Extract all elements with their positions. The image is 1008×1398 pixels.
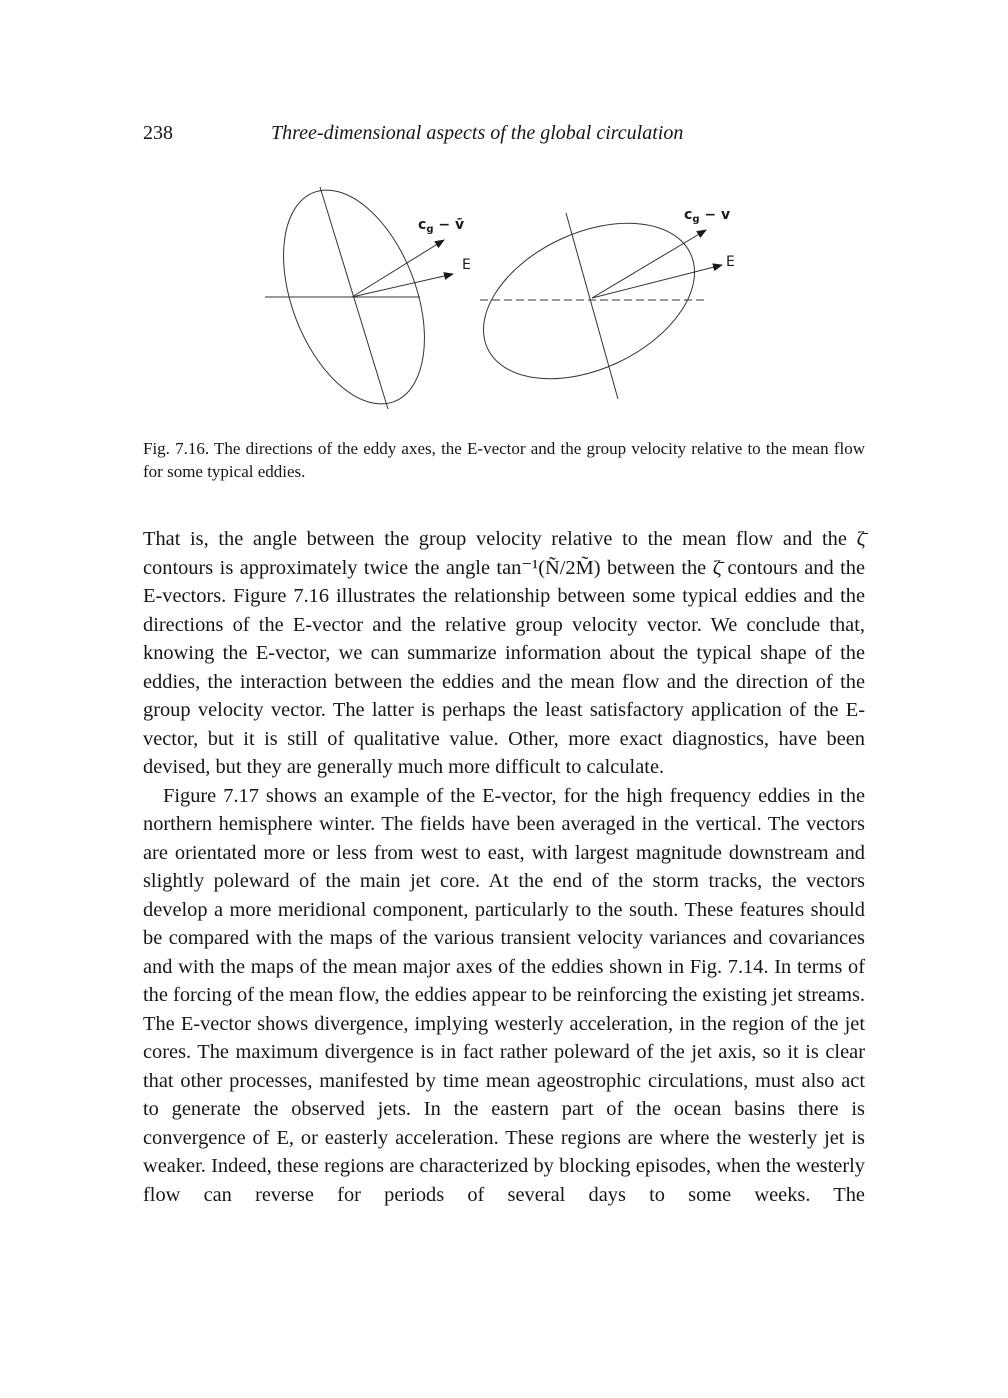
eddy-axes-diagram xyxy=(250,185,735,420)
body-text xyxy=(143,525,865,1209)
left-e-vector-arrow xyxy=(352,274,453,297)
left-e-label: E xyxy=(462,257,471,273)
figure-7-16 xyxy=(250,185,735,420)
paragraph: That is, the angle between the group velocity relative to the mean flow and the ζ̄ contours is approximately twice the angle tan⁻¹(Ñ/2M̃) between the ζ̄ contours and the E-vectors. Figure 7.16 illustrates the relationship between some typical eddies and the directions of the E-vector and the relative group velocity vector. We conclude that, knowing the E-vector, we can summarize information about the typical shape of the eddies, the interaction between the eddies and the mean flow and the direction of the group velocity vector. The latter is perhaps the least satisfactory application of the E-vector, but it is still of qualitative value. Other, more exact diagnostics, have been devised, but they are generally much more difficult to calculate. xyxy=(143,528,865,778)
left-group-velocity-arrow xyxy=(352,240,444,297)
left-eddy-panel xyxy=(256,170,471,424)
page-header xyxy=(143,122,865,152)
right-group-velocity-arrow xyxy=(592,230,706,298)
page-number: 238 xyxy=(143,122,173,144)
right-eddy-major-axis xyxy=(566,213,618,399)
right-eddy-ellipse xyxy=(459,192,719,410)
left-group-velocity-label: $c_g$ − v̄ xyxy=(418,217,465,235)
right-e-label: E xyxy=(726,254,735,270)
figure-caption: Fig. 7.16. The directions of the eddy axes, the E-vector and the group velocity relative to the mean flow for some typical eddies. xyxy=(143,439,865,481)
right-group-velocity-label: $c_g - v$ xyxy=(684,207,731,225)
running-title: Three-dimensional aspects of the global circulation xyxy=(271,122,684,144)
right-eddy-panel xyxy=(459,192,735,410)
right-e-vector-arrow xyxy=(592,265,722,298)
paragraph: Figure 7.17 shows an example of the E-vector, for the high frequency eddies in the northern hemisphere winter. The fields have been averaged in the vertical. The vectors are orientated more or less from west to east, with largest magnitude downstream and slightly poleward of the main jet core. At the end of the storm tracks, the vectors develop a more meridional component, particularly to the south. These features should be compared with the maps of the various transient velocity variances and covariances and with the maps of the mean major axes of the eddies shown in Fig. 7.14. In terms of the forcing of the mean flow, the eddies appear to be reinforcing the existing jet streams. The E-vector shows divergence, implying westerly acceleration, in the region of the jet cores. The maximum divergence is in fact rather poleward of the jet axis, so it is clear that other processes, manifested by time mean ageostrophic circulations, must also act to generate the observed jets. In the eastern part of the ocean basins there is convergence of E, or easterly acceleration. These regions are where the westerly jet is weaker. Indeed, these regions are characterized by blocking episodes, when the westerly flow can reverse for periods of several days to some weeks. The xyxy=(143,784,865,1206)
